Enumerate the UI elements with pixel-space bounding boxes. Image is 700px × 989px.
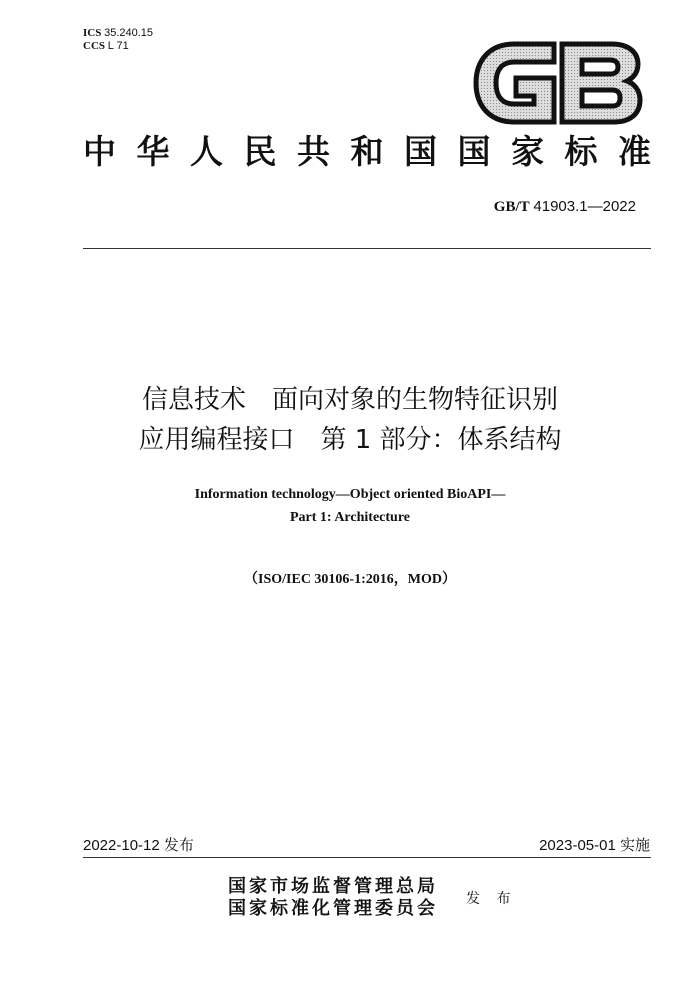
heading-char: 国	[404, 132, 437, 171]
bottom-divider	[83, 857, 651, 858]
heading-char: 共	[297, 132, 330, 171]
classification-codes	[83, 27, 153, 53]
title-zh-line1: 信息技术 面向对象的生物特征识别	[141, 385, 558, 415]
standard-number: GB/T 41903.1—2022	[493, 198, 636, 215]
gb-logo	[472, 40, 644, 126]
title-en-line2: Part 1: Architecture	[290, 510, 410, 525]
heading-char: 民	[243, 132, 277, 171]
title-zh-line2: 应用编程接口 第 1 部分：体系结构	[138, 425, 562, 455]
heading-char: 人	[190, 132, 223, 171]
heading-char: 中	[83, 132, 116, 171]
heading-char: 准	[618, 132, 651, 171]
issue-date: 2022-10-12 发布	[83, 837, 194, 854]
heading-char: 和	[350, 132, 384, 171]
publisher-2: 国家标准化管理委员会	[228, 898, 438, 919]
top-divider	[83, 248, 651, 249]
heading-char: 标	[564, 132, 598, 171]
title-en-line1: Information technology—Object oriented BioAPI—	[194, 487, 506, 502]
publisher-1: 国家市场监督管理总局	[228, 876, 438, 897]
heading-char: 国	[457, 132, 491, 171]
implementation-date: 2023-05-01 实施	[539, 837, 650, 854]
publish-action: 发 布	[466, 891, 517, 907]
ics-code: ICS 35.240.15	[83, 27, 154, 39]
heading-char: 家	[511, 132, 544, 171]
ccs-code: CCS L 71	[83, 40, 129, 52]
national-standard-heading	[83, 130, 651, 174]
heading-char: 华	[136, 132, 170, 171]
equivalence-note: （ISO/IEC 30106-1:2016，MOD）	[244, 572, 456, 587]
